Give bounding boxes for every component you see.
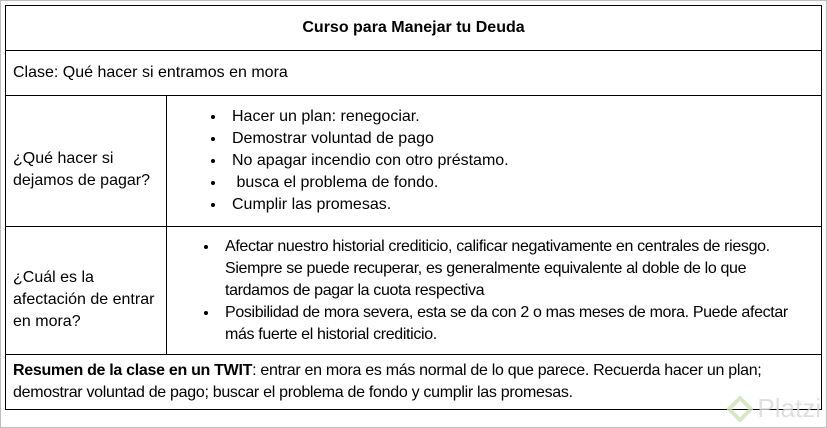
question-cell: ¿Cuál es la afectación de entrar en mora? (6, 227, 167, 355)
answer-cell (167, 227, 822, 355)
class-name: Clase: Qué hacer si entramos en mora (6, 51, 822, 96)
summary-text: : entrar en mora es más normal de lo que parece. Recuerda hacer un plan; demostrar voluntad de pago; buscar el problema de fondo y cumplir las promesas. (13, 362, 762, 401)
platzi-logo-icon (727, 396, 753, 422)
watermark-text: Platzi (757, 393, 821, 423)
list-item: • busca el problema de fondo. (226, 172, 814, 194)
table-row (6, 227, 822, 355)
question-cell: ¿Qué hacer si dejamos de pagar? (6, 96, 167, 227)
list-item: • Hacer un plan: renegociar. (226, 106, 814, 128)
summary-cell (6, 355, 822, 410)
course-notes-table (5, 5, 822, 410)
platzi-watermark (727, 393, 821, 424)
list-item: • Demostrar voluntad de pago (226, 128, 814, 150)
list-item: • No apagar incendio con otro préstamo. (226, 150, 814, 172)
list-item: • Afectar nuestro historial crediticio, calificar negativamente en centrales de riesgo. Siempre se puede recuperar, es generalmente equivalente al doble de lo que tardamos de pagar la cuota respectiva (219, 236, 814, 302)
list-item: • Cumplir las promesas. (226, 194, 814, 216)
summary-label: Resumen de la clase en un TWIT (13, 362, 253, 379)
table-title: Curso para Manejar tu Deuda (6, 6, 822, 51)
answer-cell (167, 96, 822, 227)
list-item: • Posibilidad de mora severa, esta se da con 2 o mas meses de mora. Puede afectar más fuerte el historial crediticio. (219, 302, 814, 346)
table-row (6, 96, 822, 227)
